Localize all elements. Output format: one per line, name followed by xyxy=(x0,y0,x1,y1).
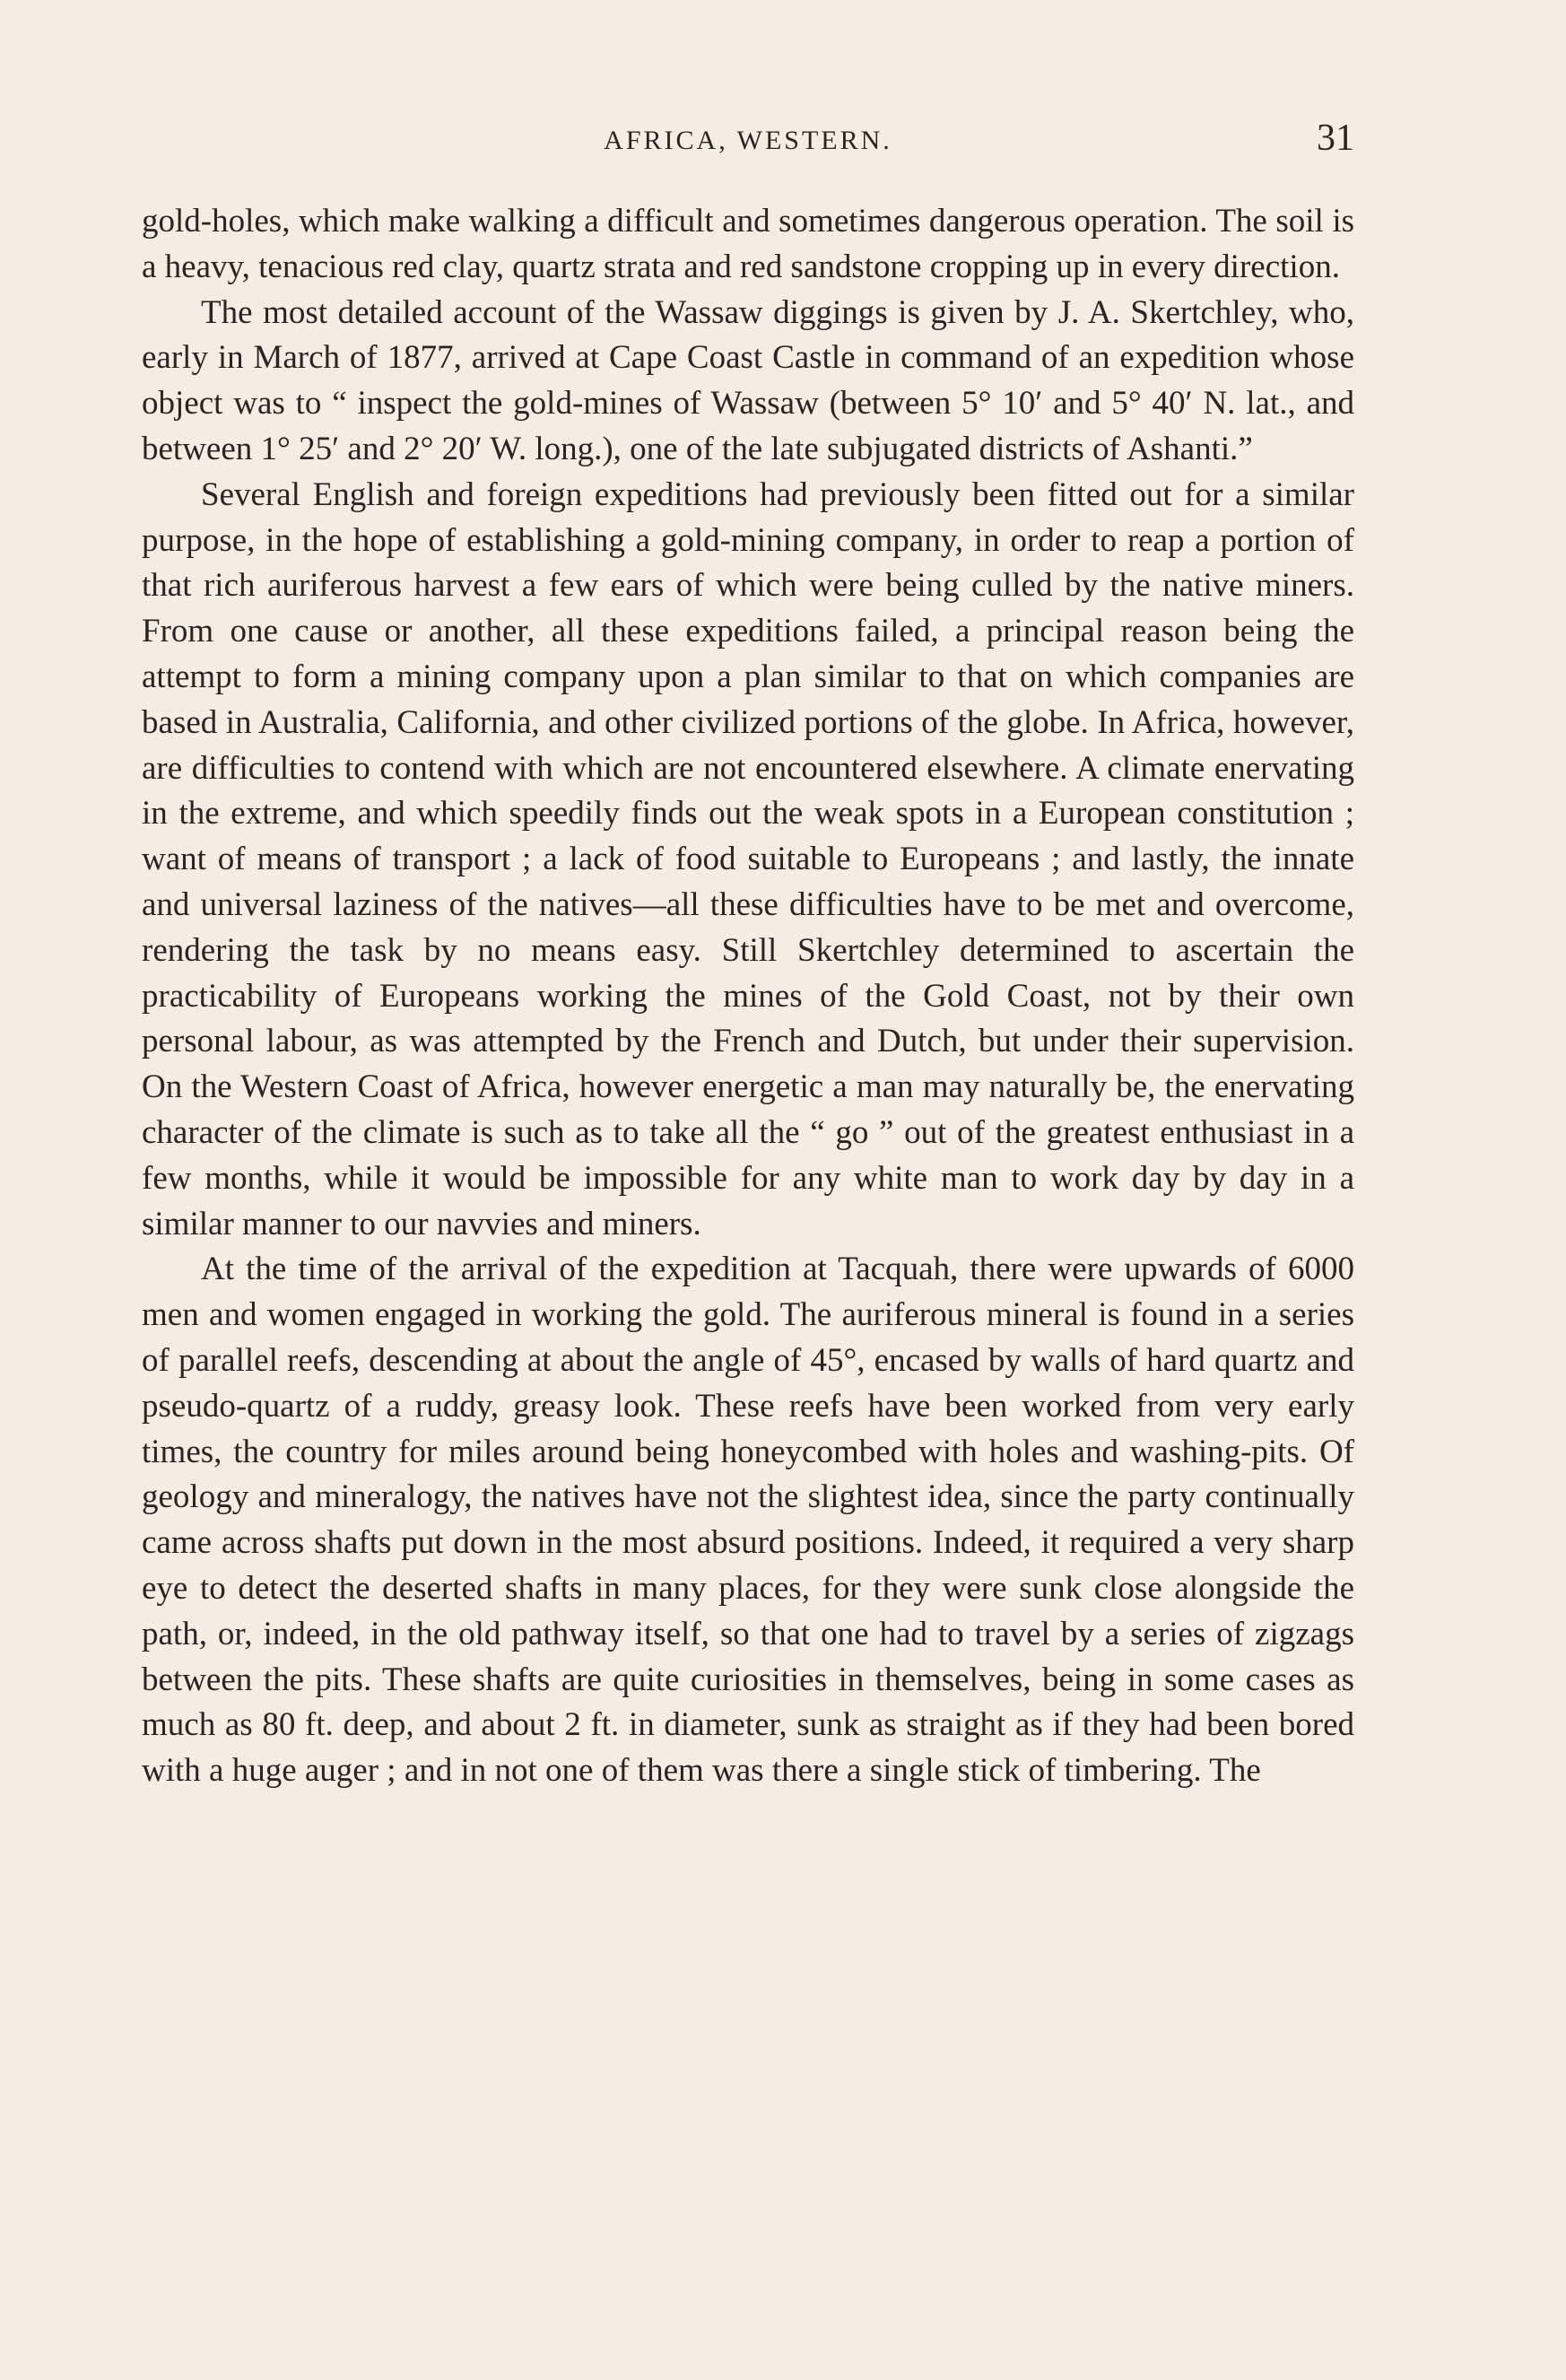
paragraph-tacquah: At the time of the arrival of the expedition at Tacquah, there were upwards of 6000 men and women engaged in working the gold. The auriferous mineral is found in a series of parallel reefs, descending at about the angle of 45°, encased by walls of hard quartz and pseudo-quartz of a ruddy, greasy look. These reefs have been worked from very early times, the country for miles around being honeycombed with holes and washing-pits. Of geology and mineralogy, the natives have not the slightest idea, since the party continually came across shafts put down in the most absurd positions. Indeed, it required a very sharp eye to detect the deserted shafts in many places, for they were sunk close alongside the path, or, indeed, in the old pathway itself, so that one had to travel by a series of zigzags between the pits. These shafts are quite curiosities in themselves, being in some cases as much as 80 ft. deep, and about 2 ft. in diameter, sunk as straight as if they had been bored with a huge auger ; and in not one of them was there a single stick of timbering. The xyxy=(142,1251,1354,1790)
paragraph-skertchley-account: The most detailed account of the Wassaw diggings is given by J. A. Skertchley, who, early in March of 1877, arrived at Cape Coast Castle in command of an expedition whose object was to “ inspect the gold-mines of Wassaw (between 5° 10′ and 5° 40′ N. lat., and between 1° 25′ and 2° 20′ W. long.), one of the late subjugated districts of Ashanti.” xyxy=(142,293,1354,467)
body-text xyxy=(142,199,1354,1794)
paragraph-expeditions: Several English and foreign expeditions had previously been fitted out for a similar purpose, in the hope of establishing a gold-mining company, in order to reap a portion of that rich auriferous harvest a few ears of which were being culled by the native miners. From one cause or another, all these expeditions failed, a principal reason being the attempt to form a mining company upon a plan similar to that on which companies are based in Australia, California, and other civilized portions of the globe. In Africa, however, are difficulties to contend with which are not encountered elsewhere. A climate enervating in the extreme, and which speedily finds out the weak spots in a European constitution ; want of means of transport ; a lack of food suitable to Europeans ; and lastly, the innate and universal laziness of the natives—all these difficulties have to be met and overcome, rendering the task by no means easy. Still Skertchley determined to ascertain the practicability of Europeans working the mines of the Gold Coast, not by their own personal labour, as was attempted by the French and Dutch, but under their supervision. On the Western Coast of Africa, however energetic a man may naturally be, the enervating character of the climate is such as to take all the “ go ” out of the greatest enthusiast in a few months, while it would be impossible for any white man to work day by day in a similar manner to our navvies and miners. xyxy=(142,475,1354,1242)
running-head xyxy=(142,117,1354,170)
paragraph-continuation: gold-holes, which make walking a difficult and sometimes dangerous operation. The soil is a heavy, tenacious red clay, quartz strata and red sandstone cropping up in every direction. xyxy=(142,203,1354,285)
running-title: AFRICA, WESTERN. xyxy=(604,126,892,155)
page-number: 31 xyxy=(1317,118,1354,159)
